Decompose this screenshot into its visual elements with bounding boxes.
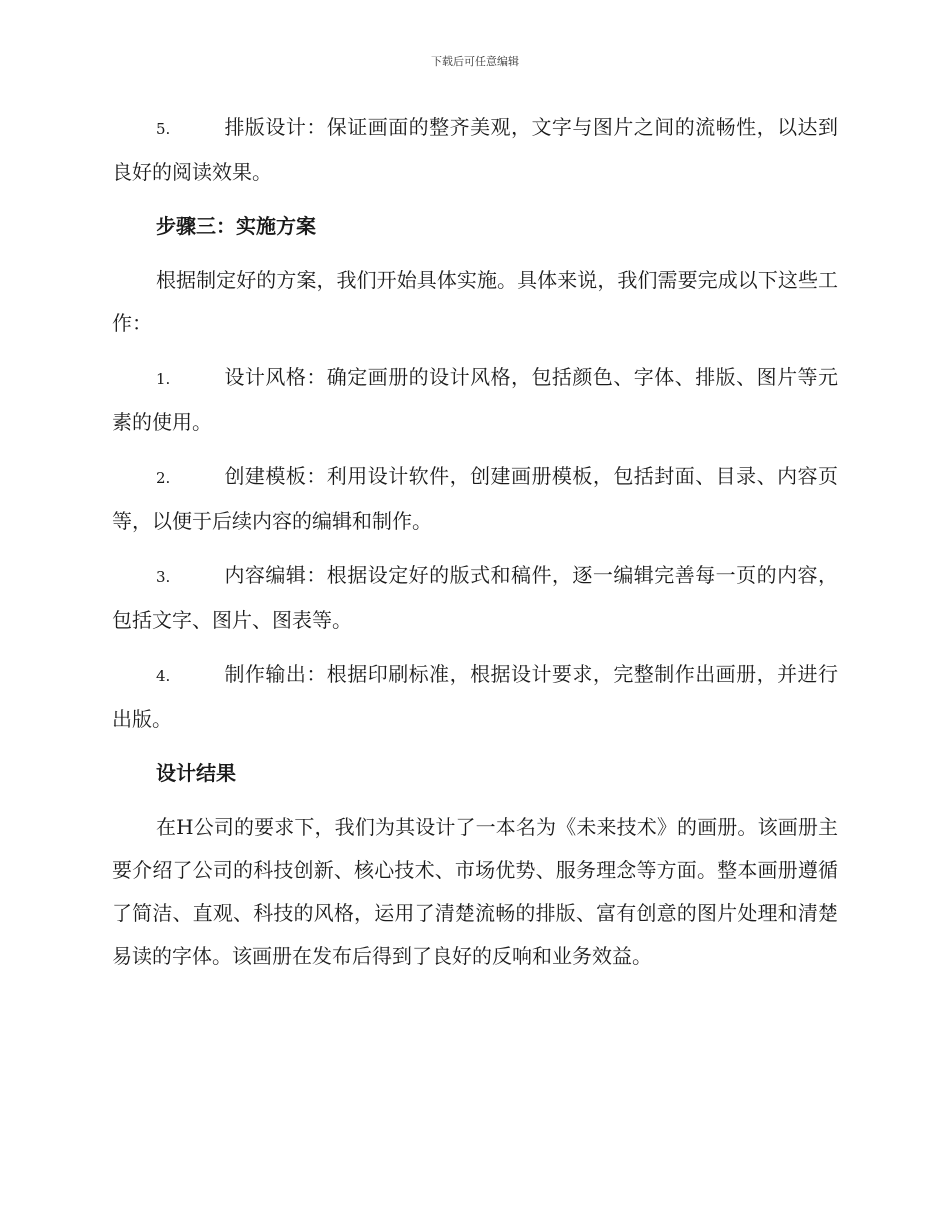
step3-intro-paragraph: 根据制定好的方案，我们开始具体实施。具体来说，我们需要完成以下这些工作：	[112, 268, 838, 335]
list-item-text: 内容编辑：根据设定好的版式和稿件，逐一编辑完善每一页的内容，包括文字、图片、图表等。	[112, 563, 838, 632]
list-number: 2.	[156, 469, 171, 487]
list-item-5	[112, 106, 838, 194]
list-number: 5.	[156, 120, 171, 138]
list-item-text: 排版设计：保证画面的整齐美观，文字与图片之间的流畅性，以达到良好的阅读效果。	[112, 115, 838, 184]
list-item-text: 创建模板：利用设计软件，创建画册模板，包括封面、目录、内容页等，以便于后续内容的编辑和制作。	[112, 464, 838, 533]
list-number: 4.	[156, 667, 171, 685]
result-paragraph: 在H公司的要求下，我们为其设计了一本名为《未来技术》的画册。该画册主要介绍了公司的科技创新、核心技术、市场优势、服务理念等方面。整本画册遵循了简洁、直观、科技的风格，运用了清楚流畅的排版、富有创意的图片处理和清楚易读的字体。该画册在发布后得到了良好的反响和业务效益。	[112, 815, 838, 968]
list-item-4	[112, 653, 838, 741]
section-heading-result: 设计结果	[156, 761, 236, 785]
list-item-2	[112, 455, 838, 543]
list-item-text: 设计风格：确定画册的设计风格，包括颜色、字体、排版、图片等元素的使用。	[112, 365, 838, 434]
list-item-3	[112, 554, 838, 642]
list-number: 3.	[156, 568, 171, 586]
page-header: 下载后可任意编辑	[431, 55, 519, 68]
list-item-1	[112, 356, 838, 444]
document-body	[112, 106, 838, 989]
list-item-text: 制作输出：根据印刷标准，根据设计要求，完整制作出画册，并进行出版。	[112, 662, 838, 731]
section-heading-step3: 步骤三：实施方案	[156, 214, 316, 238]
list-number: 1.	[156, 370, 171, 388]
